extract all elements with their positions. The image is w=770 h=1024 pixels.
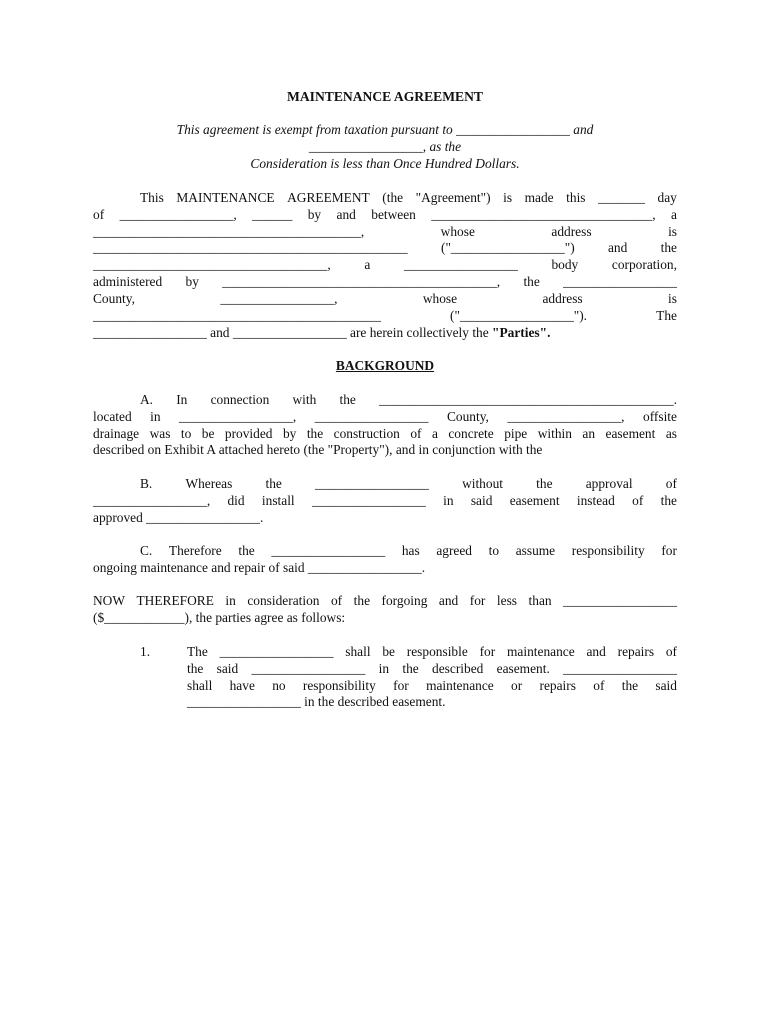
word: agreed bbox=[436, 543, 472, 558]
word: This bbox=[140, 190, 164, 205]
word: responsibility bbox=[302, 678, 376, 693]
exempt-line-2: _________________, as the bbox=[308, 139, 462, 154]
word: ______ bbox=[252, 207, 293, 222]
word: without bbox=[462, 476, 503, 491]
parties-term: "Parties". bbox=[492, 325, 551, 340]
word: by bbox=[307, 207, 322, 222]
word: less bbox=[496, 593, 518, 608]
word: said bbox=[470, 493, 493, 508]
word: this bbox=[566, 190, 586, 205]
word: connection bbox=[210, 392, 270, 407]
intro-line-9-text: _________________ and _________________ are herein collectively the bbox=[93, 325, 493, 340]
word: _________________, bbox=[179, 409, 297, 424]
word: construction bbox=[333, 426, 400, 441]
para-c-line-1 bbox=[140, 542, 677, 559]
word: whose bbox=[422, 291, 458, 306]
para-b-line-2 bbox=[93, 492, 677, 509]
word: The bbox=[187, 644, 208, 659]
word: maintenance bbox=[426, 678, 494, 693]
word: easement bbox=[605, 426, 656, 441]
word: for bbox=[479, 644, 496, 659]
word: the bbox=[621, 678, 639, 693]
word: ________________________________________, bbox=[93, 224, 365, 239]
word: easement. bbox=[496, 661, 550, 676]
word: in bbox=[225, 593, 236, 608]
word: provided bbox=[224, 426, 273, 441]
word: MAINTENANCE bbox=[176, 190, 275, 205]
word: AGREEMENT bbox=[287, 190, 370, 205]
word: _________________ bbox=[563, 593, 677, 608]
item-1-line-3 bbox=[187, 677, 677, 694]
word: offsite bbox=[643, 409, 677, 424]
word: _________________, bbox=[507, 409, 625, 424]
word: whose bbox=[440, 224, 475, 239]
word: _________________ bbox=[403, 257, 518, 272]
word: _________________________________, bbox=[431, 207, 656, 222]
item-1-line-4: _________________ in the described easement. bbox=[187, 694, 446, 709]
word: in bbox=[443, 493, 454, 508]
word: consideration bbox=[247, 593, 320, 608]
now-therefore-line-2: ($____________), the parties agree as follows: bbox=[93, 610, 346, 625]
background-heading: BACKGROUND bbox=[335, 358, 435, 373]
para-a-line-2 bbox=[93, 408, 677, 425]
word: _______________________________________________ bbox=[93, 240, 408, 255]
word: B. bbox=[140, 476, 153, 491]
word: corporation, bbox=[611, 257, 677, 272]
word: The bbox=[656, 308, 677, 323]
word: ____________________________________________. bbox=[379, 392, 677, 407]
word: and bbox=[336, 207, 356, 222]
word: the bbox=[660, 240, 677, 255]
intro-line-9 bbox=[93, 324, 550, 341]
word: "Agreement") bbox=[415, 190, 491, 205]
word: and bbox=[607, 240, 628, 255]
word: day bbox=[657, 190, 677, 205]
word: In bbox=[176, 392, 188, 407]
word: maintenance bbox=[507, 644, 575, 659]
word: the bbox=[339, 392, 356, 407]
word: _________________ bbox=[311, 493, 426, 508]
word: install bbox=[261, 493, 295, 508]
word: did bbox=[227, 493, 245, 508]
word: ("_________________"). bbox=[450, 308, 588, 323]
intro-line-8 bbox=[93, 307, 677, 324]
intro-line-2 bbox=[93, 206, 677, 223]
exempt-line-1: This agreement is exempt from taxation pursuant to _________________ and bbox=[176, 122, 594, 137]
word: _________________, bbox=[93, 493, 211, 508]
word: Whereas bbox=[185, 476, 233, 491]
word: described bbox=[432, 661, 484, 676]
word: County, bbox=[93, 291, 135, 306]
word: A. bbox=[140, 392, 154, 407]
item-1-line-1 bbox=[187, 643, 677, 660]
word: a bbox=[431, 426, 438, 441]
word: for bbox=[469, 593, 486, 608]
item-1-number: 1. bbox=[140, 644, 151, 659]
now-therefore-line-1 bbox=[93, 592, 677, 609]
word: _________________ bbox=[563, 661, 677, 676]
word: is bbox=[668, 224, 677, 239]
word: the bbox=[523, 274, 540, 289]
intro-line-7 bbox=[93, 290, 677, 307]
word: _________________________________________, bbox=[222, 274, 501, 289]
word: by bbox=[282, 426, 297, 441]
word: responsible bbox=[406, 644, 468, 659]
item-1-line-2 bbox=[187, 660, 677, 677]
word: instead bbox=[576, 493, 615, 508]
intro-line-5 bbox=[93, 256, 677, 273]
word: for bbox=[393, 678, 409, 693]
intro-line-6 bbox=[93, 273, 677, 290]
word: responsibility bbox=[571, 543, 645, 558]
intro-line-4 bbox=[93, 239, 677, 256]
word: ___________________________________, bbox=[93, 257, 331, 272]
word: or bbox=[511, 678, 523, 693]
word: than bbox=[528, 593, 552, 608]
word: a bbox=[671, 207, 677, 222]
word: said bbox=[655, 678, 677, 693]
word: the bbox=[187, 661, 204, 676]
word: repairs bbox=[617, 644, 655, 659]
word: _________________, bbox=[220, 291, 338, 306]
word: of bbox=[593, 678, 605, 693]
word: of bbox=[410, 426, 422, 441]
word: and bbox=[438, 593, 459, 608]
word: of bbox=[665, 476, 677, 491]
word: address bbox=[551, 224, 592, 239]
word: easement bbox=[509, 493, 560, 508]
word: repairs bbox=[539, 678, 576, 693]
word: a bbox=[364, 257, 371, 272]
word: of bbox=[93, 207, 105, 222]
intro-line-3 bbox=[93, 223, 677, 240]
word: _________________ bbox=[315, 476, 429, 491]
word: between bbox=[371, 207, 416, 222]
word: by bbox=[185, 274, 199, 289]
word: within bbox=[537, 426, 572, 441]
word: the bbox=[238, 543, 255, 558]
word: shall bbox=[187, 678, 213, 693]
word: be bbox=[382, 644, 395, 659]
word: _________________ bbox=[271, 543, 386, 558]
word: the bbox=[306, 426, 324, 441]
word: drainage bbox=[93, 426, 140, 441]
word: be bbox=[201, 426, 215, 441]
word: said bbox=[216, 661, 239, 676]
word: assume bbox=[515, 543, 556, 558]
word: (the bbox=[382, 190, 404, 205]
para-b-line-3: approved _________________. bbox=[93, 510, 264, 525]
word: to bbox=[180, 426, 192, 441]
word: the bbox=[660, 493, 677, 508]
word: has bbox=[401, 543, 420, 558]
word: concrete bbox=[448, 426, 494, 441]
word: for bbox=[661, 543, 677, 558]
para-a-line-4: described on Exhibit A attached hereto (the "Property"), and in conjunction with the bbox=[93, 442, 543, 457]
word: forgoing bbox=[381, 593, 428, 608]
intro-line-1 bbox=[140, 189, 677, 206]
word: _________________ bbox=[314, 409, 429, 424]
word: is bbox=[668, 291, 677, 306]
exempt-line-3: Consideration is less than Once Hundred Dollars. bbox=[250, 156, 520, 171]
word: _________________ bbox=[219, 644, 334, 659]
word: shall bbox=[345, 644, 371, 659]
word: Therefore bbox=[168, 543, 222, 558]
word: in bbox=[378, 661, 390, 676]
word: made bbox=[524, 190, 554, 205]
word: of bbox=[632, 493, 644, 508]
word: the bbox=[536, 476, 553, 491]
word: THEREFORE bbox=[136, 593, 214, 608]
word: approval bbox=[585, 476, 633, 491]
word: in bbox=[150, 409, 161, 424]
word: pipe bbox=[504, 426, 528, 441]
para-b-line-1 bbox=[140, 475, 677, 492]
word: no bbox=[272, 678, 286, 693]
para-c-line-2: ongoing maintenance and repair of said _________________. bbox=[93, 560, 426, 575]
word: address bbox=[542, 291, 583, 306]
word: was bbox=[149, 426, 171, 441]
word: _________________, bbox=[119, 207, 237, 222]
word: and bbox=[586, 644, 606, 659]
word: _________________ bbox=[251, 661, 366, 676]
word: is bbox=[503, 190, 513, 205]
word: as bbox=[665, 426, 677, 441]
word: ___________________________________________ bbox=[93, 308, 381, 323]
word: of bbox=[330, 593, 343, 608]
word: _______ bbox=[598, 190, 645, 205]
word: ("_________________") bbox=[441, 240, 575, 255]
word: C. bbox=[140, 543, 153, 558]
para-a-line-1 bbox=[140, 391, 677, 408]
word: have bbox=[229, 678, 255, 693]
document-title: MAINTENANCE AGREEMENT bbox=[287, 89, 483, 104]
word: with bbox=[292, 392, 317, 407]
word: the bbox=[353, 593, 371, 608]
word: to bbox=[488, 543, 500, 558]
word: _________________ bbox=[563, 274, 677, 289]
word: of bbox=[665, 644, 677, 659]
para-a-line-3 bbox=[93, 425, 677, 442]
word: the bbox=[402, 661, 419, 676]
word: administered bbox=[93, 274, 163, 289]
word: County, bbox=[446, 409, 489, 424]
word: an bbox=[582, 426, 596, 441]
word: located bbox=[93, 409, 132, 424]
word: NOW bbox=[93, 593, 125, 608]
word: body bbox=[551, 257, 579, 272]
word: the bbox=[265, 476, 282, 491]
